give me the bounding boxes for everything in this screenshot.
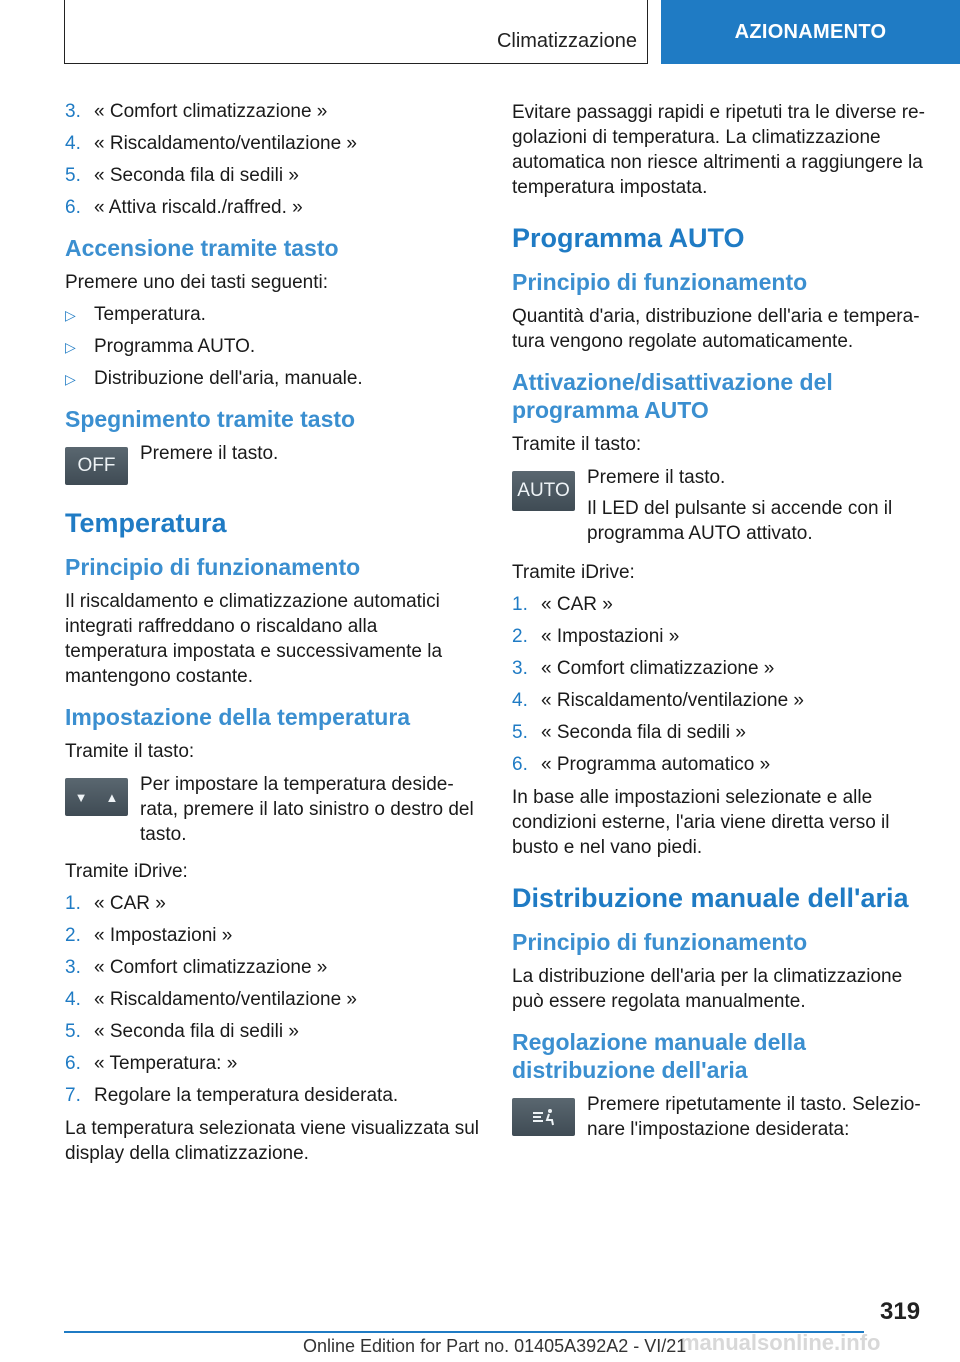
list-item: 7. Regolare la temperatura desiderata. — [65, 1085, 399, 1106]
list-item: 4. « Riscaldamento/ventilazione » — [65, 989, 357, 1010]
heading-impostazione: Impostazione della temperatura — [65, 704, 411, 730]
heading-accensione: Accensione tramite tasto — [65, 235, 339, 261]
list-item: 2. « Impostazioni » — [512, 626, 680, 647]
heading-regolazione: Regolazione manuale della distribuzione dell'aria — [512, 1029, 806, 1083]
list-item: 5. « Seconda fila di sedili » — [65, 165, 299, 186]
triangle-bullet-icon: ▷ — [65, 339, 76, 355]
heading-temperatura: Temperatura — [65, 508, 227, 538]
paragraph: La distribuzione dell'aria per la climatizzazione può essere regolata manualmente. — [512, 966, 903, 1012]
list-item: 5. « Seconda fila di sedili » — [512, 722, 746, 743]
heading-principio: Principio di funzionamento — [512, 929, 808, 955]
list-item: 4. « Riscaldamento/ventilazione » — [65, 133, 357, 154]
left-column — [65, 100, 480, 1174]
header-section-title: Climatizzazione — [496, 30, 637, 52]
paragraph: Il LED del pulsante si accende con il programma AUTO attivato. — [587, 498, 893, 544]
auto-button-row — [512, 465, 927, 546]
list-item: 4. « Riscaldamento/ventilazione » — [512, 690, 804, 711]
list-item: 3. « Comfort climatizzazione » — [65, 957, 328, 978]
watermark: manualsonline.info — [680, 1330, 881, 1355]
paragraph: Premere ripetutamente il tasto. Selezionare l'impostazione desiderata: — [587, 1094, 921, 1140]
list-item: 3. « Comfort climatizzazione » — [65, 101, 328, 122]
air-distribution-button-icon — [512, 1098, 575, 1136]
idrive-list — [512, 593, 927, 777]
paragraph: Tramite il tasto: — [512, 434, 642, 455]
list-item: ▷ Distribuzione dell'aria, manuale. — [65, 368, 363, 389]
paragraph: Per impostare la temperatura desiderata, premere il lato sinistro o destro del tasto. — [140, 774, 474, 845]
paragraph: Evitare passaggi rapidi e ripetuti tra le diverse regolazioni di temperatura. La climatizzazione automatica non riesce altrimenti a raggiungere la temperatura impostata. — [512, 102, 925, 198]
temperature-arrows-button-icon: ▼ ▲ — [65, 778, 128, 816]
list-item: 3. « Comfort climatizzazione » — [512, 658, 775, 679]
footer-edition: Online Edition for Part no. 01405A392A2 - VI/21 — [303, 1336, 687, 1356]
list-item: 2. « Impostazioni » — [65, 925, 233, 946]
list-item: 6. « Programma automatico » — [512, 754, 771, 775]
paragraph: Tramite il tasto: — [65, 741, 195, 762]
left-top-list — [65, 100, 480, 220]
idrive-list — [65, 892, 480, 1108]
list-item: 6. « Attiva riscald./raffred. » — [65, 197, 303, 218]
off-button-icon: OFF — [65, 447, 128, 485]
list-item: ▷ Temperatura. — [65, 304, 206, 325]
paragraph: Premere il tasto. — [140, 443, 279, 464]
heading-spegnimento: Spegnimento tramite tasto — [65, 406, 356, 432]
paragraph: Premere il tasto. — [587, 467, 726, 488]
list-item: 1. « CAR » — [65, 893, 166, 914]
list-item: ▷ Programma AUTO. — [65, 336, 256, 357]
header-chapter-tab: AZIONAMENTO — [661, 0, 960, 64]
distribution-button-row — [512, 1092, 927, 1142]
bullet-list — [65, 303, 480, 391]
heading-principio: Principio di funzionamento — [512, 269, 808, 295]
page-number: 319 — [880, 1298, 921, 1325]
auto-button-icon: AUTO — [512, 471, 575, 511]
paragraph: Quantità d'aria, distribuzione dell'aria e temperatura vengono regolate automaticamente. — [512, 306, 920, 352]
paragraph: Tramite iDrive: — [512, 562, 635, 583]
heading-attivazione: Attivazione/disattivazione del programma AUTO — [512, 369, 833, 423]
triangle-bullet-icon: ▷ — [65, 371, 76, 387]
list-item: 6. « Temperatura: » — [65, 1053, 238, 1074]
heading-principio: Principio di funzionamento — [65, 554, 361, 580]
paragraph: La temperatura selezionata viene visualizzata sul display della climatizzazione. — [65, 1118, 480, 1164]
right-column — [512, 100, 927, 1148]
off-button-row — [65, 441, 480, 481]
paragraph: In base alle impostazioni selezionate e alle condizioni esterne, l'aria viene diretta verso il busto e nel vano piedi. — [512, 787, 890, 858]
paragraph: Premere uno dei tasti seguenti: — [65, 272, 328, 293]
paragraph: Tramite iDrive: — [65, 861, 188, 882]
heading-distribuzione: Distribuzione manuale dell'aria — [512, 883, 909, 913]
triangle-bullet-icon: ▷ — [65, 307, 76, 323]
list-item: 5. « Seconda fila di sedili » — [65, 1021, 299, 1042]
heading-programma-auto: Programma AUTO — [512, 223, 745, 253]
paragraph: Il riscaldamento e climatizzazione automatici integrati raffreddano o riscaldano alla temperatura impostata e successivamente la mantengono costante. — [65, 591, 443, 687]
temp-button-row — [65, 772, 480, 847]
list-item: 1. « CAR » — [512, 594, 613, 615]
